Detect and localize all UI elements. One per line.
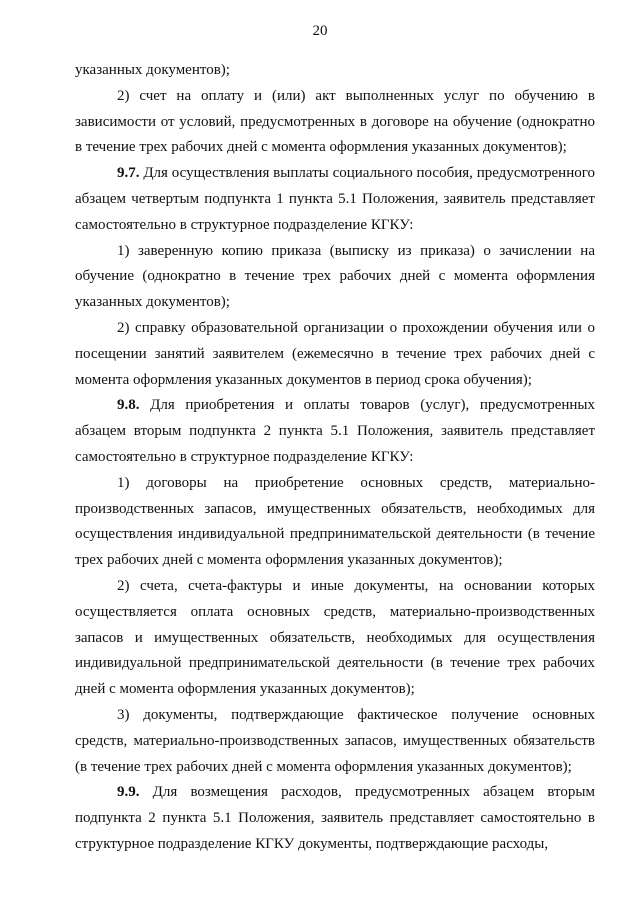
paragraph-9-7 <box>75 161 595 238</box>
paragraph-text: 1) договоры на приобретение основных средств, материально-производственных запасов, имущественных обязательств, необходимых для осуществления индивидуальной предпринимательской деятельности (в течение трех рабочих дней с момента оформления указанных документов); <box>75 474 595 569</box>
paragraph-item-3-documents <box>75 703 595 780</box>
paragraph-continuation <box>75 58 595 84</box>
paragraph-9-9 <box>75 780 595 857</box>
paragraph-text: 1) заверенную копию приказа (выписку из приказа) о зачислении на обучение (однократно в течение трех рабочих дней с момента оформления указанных документов); <box>75 242 595 311</box>
paragraph-text: 3) документы, подтверждающие фактическое получение основных средств, материально-производственных запасов, имущественных обязательств (в течение трех рабочих дней с момента оформления указанных документов); <box>75 706 595 775</box>
paragraph-item-2-invoice <box>75 84 595 161</box>
section-number: 9.9. <box>117 784 140 801</box>
paragraph-9-8 <box>75 393 595 470</box>
paragraph-text: указанных документов); <box>75 62 230 78</box>
paragraph-text: 2) счет на оплату и (или) акт выполненных услуг по обучению в зависимости от условий, предусмотренных в договоре на обучение (однократно в течение трех рабочих дней с момента оформления указанных документов); <box>75 87 595 156</box>
paragraph-item-2-invoices <box>75 574 595 703</box>
paragraph-text: Для возмещения расходов, предусмотренных абзацем вторым подпункта 2 пункта 5.1 Положения, заявитель представляет самостоятельно в структурное подразделение КГКУ документы, подтверждающие расходы, <box>75 784 595 852</box>
paragraph-item-1-order-copy <box>75 239 595 316</box>
document-body <box>75 58 595 858</box>
paragraph-text: Для приобретения и оплаты товаров (услуг), предусмотренных абзацем вторым подпункта 2 пункта 5.1 Положения, заявитель представляет самостоятельно в структурное подразделение КГКУ: <box>75 397 595 465</box>
paragraph-text: 2) счета, счета-фактуры и иные документы, на основании которых осуществляется оплата основных средств, материально-производственных запасов и имущественных обязательств, необходимых для осуществления индивидуальной предпринимательской деятельности (в течение трех рабочих дней с момента оформления указанных документов); <box>75 577 595 698</box>
paragraph-text: Для осуществления выплаты социального пособия, предусмотренного абзацем четвертым подпункта 1 пункта 5.1 Положения, заявитель представляет самостоятельно в структурное подразделение КГКУ: <box>75 165 595 233</box>
section-number: 9.7. <box>117 165 140 182</box>
page-number: 20 <box>312 23 328 39</box>
section-number: 9.8. <box>117 397 140 414</box>
paragraph-item-1-contracts <box>75 471 595 574</box>
paragraph-item-2-certificate <box>75 316 595 393</box>
paragraph-text: 2) справку образовательной организации о прохождении обучения или о посещении занятий заявителем (ежемесячно в течение трех рабочих дней с момента оформления указанных документов в период срока обучения); <box>75 319 595 388</box>
